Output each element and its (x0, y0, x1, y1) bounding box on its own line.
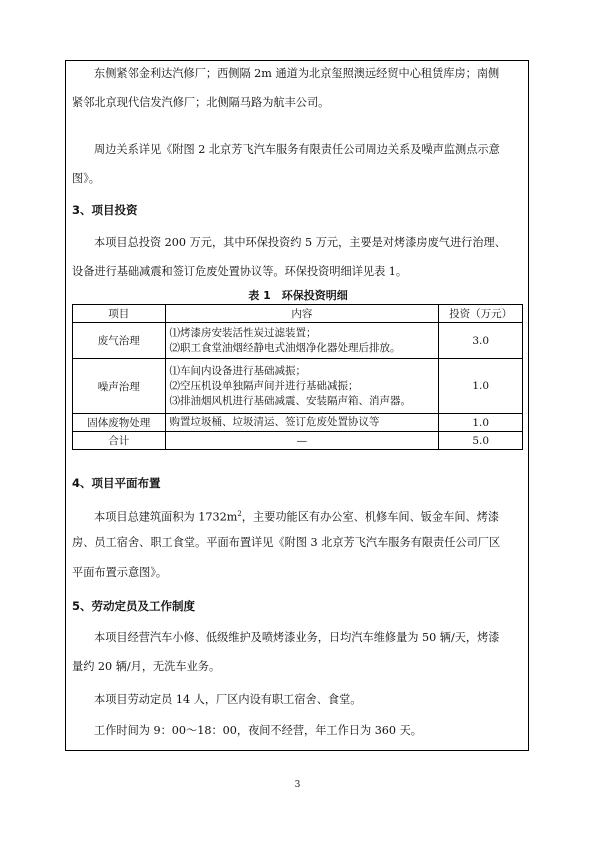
row-invest: 3.0 (439, 323, 523, 359)
content-line: ⑵空压机设单独隔声间并进行基础减振； (169, 379, 359, 392)
intro-line-1: 东侧紧邻金利达汽修厂；西侧隔 2m 通道为北京玺照澳远经贸中心租赁库房；南侧 (94, 67, 500, 80)
intro-line-2: 紧邻北京现代信发汽修厂；北侧隔马路为航丰公司。 (72, 96, 330, 109)
content-line: ⑵职工食堂油烟经静电式油烟净化器处理后排放。 (169, 341, 401, 354)
intro-line-4: 图》。 (72, 172, 100, 185)
table-row (73, 432, 523, 450)
table-row (73, 414, 523, 432)
row-item: 固体废物处理 (73, 414, 166, 432)
sec4-line-1 (72, 507, 524, 525)
sec5-line-1: 本项目经营汽车小修、低级维护及喷烤漆业务，日均汽车维修量为 50 辆/天，烤漆 (94, 631, 500, 644)
section-3-heading: 3、项目投资 (72, 203, 138, 217)
area-unit-superscript: 2 (237, 510, 242, 518)
sec4-line-1-rest: ，主要功能区有办公室、机修车间、钣金车间、烤漆 (241, 510, 500, 524)
row-item: 废气治理 (73, 323, 166, 359)
table-header-row (73, 305, 523, 323)
content-line: 购置垃圾桶、垃圾清运、签订危废处置协议等 (169, 416, 380, 428)
sec3-line-2: 设备进行基础减震和签订危废处置协议等。环保投资明细详见表 1。 (72, 265, 408, 278)
row-content (165, 323, 439, 359)
row-invest: 1.0 (439, 414, 523, 432)
row-invest: 5.0 (439, 432, 523, 450)
sec4-line-3: 平面布置示意图》。 (72, 566, 168, 579)
sec4-line-2: 房、员工宿舍、职工食堂。平面布置详见《附图 3 北京芳飞汽车服务有限责任公司厂区 (72, 536, 501, 549)
header-item: 项目 (73, 305, 166, 323)
header-content: 内容 (165, 305, 439, 323)
row-item: 噪声治理 (73, 359, 166, 414)
sec4-line-1-text: 本项目总建筑面积为 1732m (94, 510, 238, 524)
table-row (73, 359, 523, 414)
row-item: 合计 (73, 432, 166, 450)
page-number: 3 (294, 780, 301, 790)
table-row (73, 323, 523, 359)
sec3-line-1: 本项目总投资 200 万元，其中环保投资约 5 万元，主要是对烤漆房废气进行治理、 (94, 236, 506, 249)
section-5-heading: 5、劳动定员及工作制度 (72, 599, 196, 613)
header-invest: 投资（万元） (439, 305, 523, 323)
intro-line-3: 周边关系详见《附图 2 北京芳飞汽车服务有限责任公司周边关系及噪声监测点示意 (94, 143, 500, 156)
sec5-line-3: 本项目劳动定员 14 人，厂区内设有职工宿舍、食堂。 (94, 693, 362, 706)
row-content (165, 414, 439, 432)
row-invest: 1.0 (439, 359, 523, 414)
content-line: ⑴车间内设备进行基础减振； (169, 364, 306, 377)
content-line: ⑶排油烟风机进行基础减震、安装隔声箱、消声器。 (169, 394, 411, 407)
sec5-line-2: 量约 20 辆/月，无洗车业务。 (72, 660, 221, 673)
content-line: ⑴烤漆房安装活性炭过滤装置； (169, 326, 317, 339)
table-caption: 表 1 环保投资明细 (248, 289, 348, 302)
investment-table (72, 304, 523, 450)
row-content (165, 359, 439, 414)
section-4-heading: 4、项目平面布置 (72, 476, 161, 490)
row-content: — (165, 432, 439, 450)
sec5-line-4: 工作时间为 9：00～18：00，夜间不经营，年工作日为 360 天。 (94, 724, 422, 737)
